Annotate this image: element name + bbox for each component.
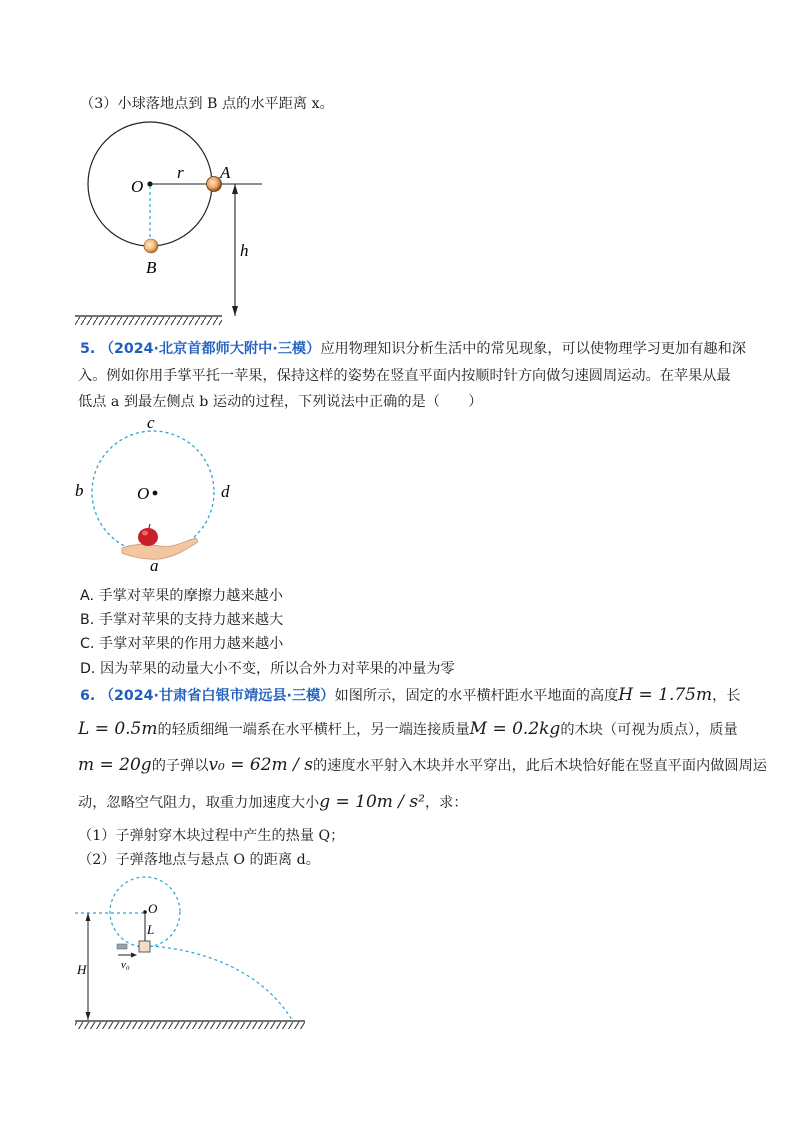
option-a: A. 手掌对苹果的摩擦力越来越小 bbox=[80, 588, 283, 604]
bullet-shape bbox=[117, 944, 127, 949]
q6-text-2b: 的木块（可视为质点），质量 bbox=[560, 722, 738, 738]
q6-formula-v: v₀ = 62m / s bbox=[208, 755, 313, 775]
option-b: B. 手掌对苹果的支持力越来越大 bbox=[80, 612, 284, 628]
option-c: C. 手掌对苹果的作用力越来越小 bbox=[80, 636, 284, 652]
q4-part3: （3）小球落地点到 B 点的水平距离 x。 bbox=[80, 96, 334, 112]
q6-text-4b: ，求： bbox=[424, 795, 468, 811]
trajectory bbox=[150, 946, 292, 1020]
q6-formula-l: L = 0.5m bbox=[78, 719, 158, 739]
label-r: r bbox=[177, 163, 184, 182]
label-o2: O bbox=[137, 484, 150, 503]
q6-text-1a: 如图所示，固定的水平横杆距水平地面的高度 bbox=[334, 688, 619, 704]
q5-line3: 低点 a 到最左侧点 b 运动的过程，下列说法中正确的是（ ） bbox=[78, 394, 483, 410]
q6-formula-h: H = 1.75m bbox=[618, 685, 713, 705]
q6-formula-mass: m = 20g bbox=[78, 755, 152, 775]
q6-formula-m: M = 0.2kg bbox=[469, 719, 561, 739]
q5-source: （2024·北京首都师大附中·三模） bbox=[99, 341, 321, 357]
q6-number: 6. bbox=[80, 688, 96, 704]
q6-part2: （2）子弹落地点与悬点 O 的距离 d。 bbox=[78, 852, 320, 868]
label-a: A bbox=[220, 163, 231, 182]
q6-source: （2024·甘肃省白银市靖远县·三模） bbox=[99, 688, 335, 704]
q6-formula-g: g = 10m / s² bbox=[319, 792, 425, 812]
q5-line2: 入。例如你用手掌平托一苹果，保持这样的姿势在竖直平面内按顺时针方向做匀速圆周运动。在苹果从最 bbox=[78, 368, 731, 384]
label-h: h bbox=[240, 241, 249, 260]
q6-text-3a: 的子弹以 bbox=[151, 758, 209, 774]
block-shape bbox=[139, 941, 150, 952]
option-d: D. 因为苹果的动量大小不变，所以合外力对苹果的冲量为零 bbox=[80, 661, 455, 677]
label-h3: H bbox=[77, 962, 87, 977]
label-b: B bbox=[146, 258, 157, 277]
q6-text-2a: 的轻质细绳一端系在水平横杆上，另一端连接质量 bbox=[157, 722, 470, 738]
q6-part1: （1）子弹射穿木块过程中产生的热量 Q； bbox=[78, 828, 345, 844]
label-o3: O bbox=[148, 901, 158, 916]
q6-text-3b: 的速度水平射入木块并水平穿出，此后木块恰好能在竖直平面内做圆周运 bbox=[312, 758, 767, 774]
q6-text-4a: 动，忽略空气阻力，取重力加速度大小 bbox=[78, 795, 320, 811]
label-o: O bbox=[131, 177, 144, 196]
q6-text-1b: ，长 bbox=[712, 688, 741, 704]
label-b2: b bbox=[75, 481, 84, 500]
label-v0: v₀ bbox=[121, 959, 130, 971]
label-a2: a bbox=[150, 556, 159, 575]
label-l: L bbox=[147, 922, 155, 937]
q5-number: 5. bbox=[80, 341, 96, 357]
label-d: d bbox=[221, 482, 230, 501]
ground-hatch-2 bbox=[75, 1022, 305, 1029]
label-c: c bbox=[147, 413, 155, 432]
q5-stem-1: 应用物理知识分析生活中的常见现象，可以使物理学习更加有趣和深 bbox=[320, 341, 746, 357]
